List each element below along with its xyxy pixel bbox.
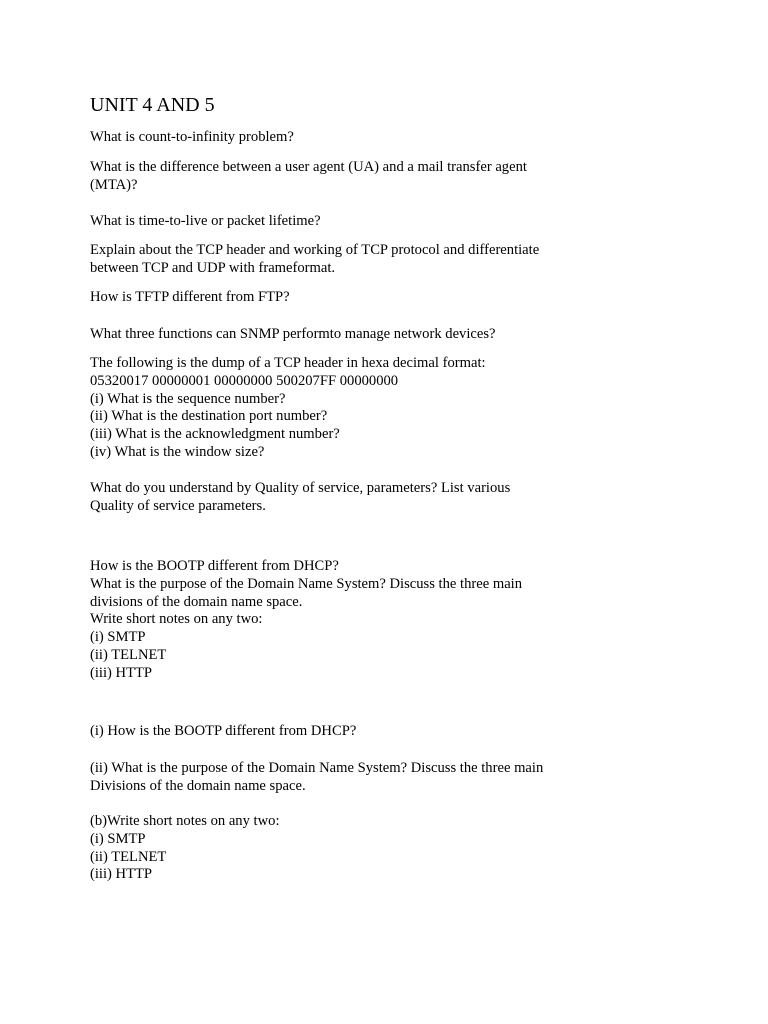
text-line: What do you understand by Quality of service, parameters? List various — [90, 480, 511, 496]
question-quality-of-service — [90, 480, 570, 516]
text-line: How is TFTP different from FTP? — [90, 289, 290, 305]
text-line: What three functions can SNMP performto manage network devices? — [90, 326, 496, 342]
text-line: The following is the dump of a TCP header in hexa decimal format: — [90, 355, 486, 371]
text-line: Divisions of the domain name space. — [90, 777, 306, 794]
question-tcp-dump — [90, 355, 570, 462]
text-line: What is the difference between a user agent (UA) and a mail transfer agent — [90, 159, 527, 175]
question-time-to-live — [90, 213, 570, 231]
text-line: Explain about the TCP header and working of TCP protocol and differentiate — [90, 242, 540, 258]
text-line: (ii) TELNET — [90, 646, 167, 663]
text-line: 05320017 00000001 00000000 500207FF 00000000 — [90, 372, 399, 389]
text-line: (iv) What is the window size? — [90, 443, 265, 460]
text-line: What is count-to-infinity problem? — [90, 129, 294, 145]
text-line: (b)Write short notes on any two: — [90, 813, 280, 829]
question-dns-purpose — [90, 760, 570, 796]
text-line: (i) SMTP — [90, 830, 146, 847]
text-line: What is the purpose of the Domain Name System? Discuss the three main — [90, 575, 523, 592]
text-line: (iii) What is the acknowledgment number? — [90, 426, 340, 443]
question-ua-mta — [90, 159, 570, 195]
text-line: What is time-to-live or packet lifetime? — [90, 213, 321, 229]
text-line: How is the BOOTP different from DHCP? — [90, 558, 339, 574]
text-line: between TCP and UDP with frameformat. — [90, 259, 336, 276]
text-line: (i) SMTP — [90, 629, 146, 646]
question-bootp-dhcp — [90, 723, 570, 741]
text-line: (i) How is the BOOTP different from DHCP? — [90, 723, 357, 739]
question-count-to-infinity — [90, 129, 570, 147]
text-line: (ii) What is the destination port number? — [90, 408, 328, 425]
document-title: UNIT 4 AND 5 — [90, 94, 215, 116]
text-line: Write short notes on any two: — [90, 611, 263, 628]
text-line: (iii) HTTP — [90, 866, 153, 883]
text-line: (iii) HTTP — [90, 664, 153, 681]
question-group-bootp-dns-notes — [90, 558, 570, 683]
question-tcp-header — [90, 242, 570, 278]
text-line: divisions of the domain name space. — [90, 593, 303, 610]
text-line: Quality of service parameters. — [90, 497, 266, 514]
question-short-notes — [90, 813, 570, 884]
text-line: (ii) TELNET — [90, 848, 167, 865]
text-line: (MTA)? — [90, 176, 138, 193]
text-line: (i) What is the sequence number? — [90, 390, 286, 407]
question-snmp — [90, 326, 570, 344]
text-line: (ii) What is the purpose of the Domain Name System? Discuss the three main — [90, 760, 544, 776]
question-tftp-ftp — [90, 289, 570, 307]
